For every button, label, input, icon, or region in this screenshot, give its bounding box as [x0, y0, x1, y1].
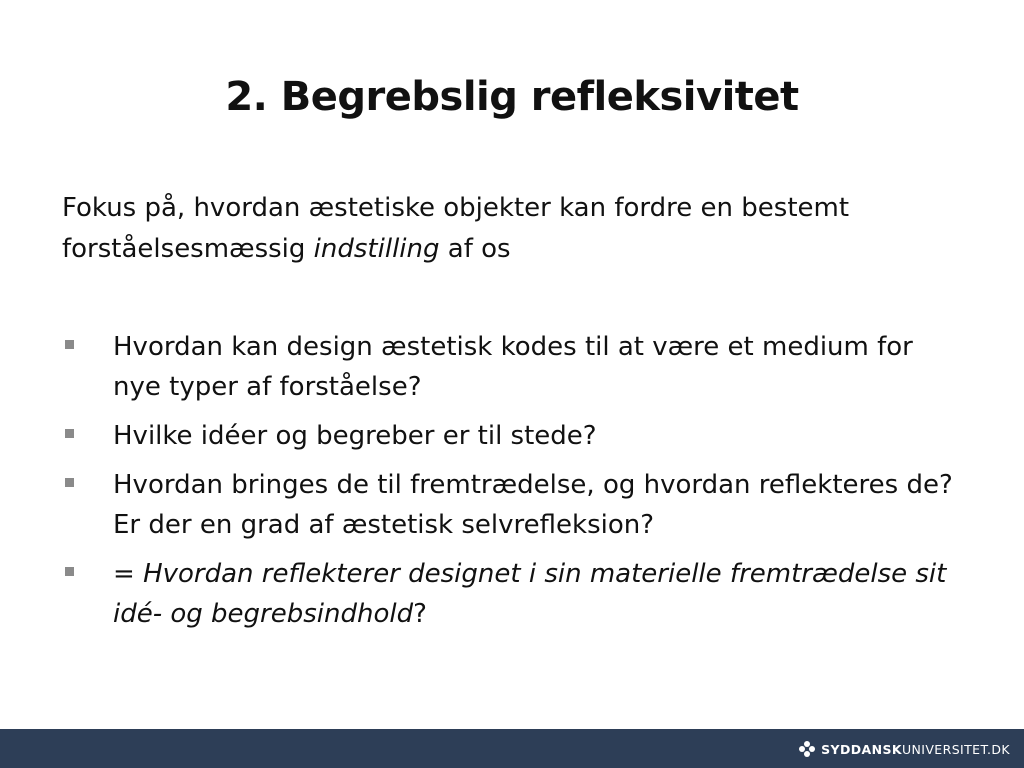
bullet-text: Hvilke idéer og begreber er til stede? — [113, 421, 597, 451]
bullet-suffix: ? — [413, 599, 427, 629]
bullet-list — [62, 327, 962, 643]
logo-text-bold: SYDDANSK — [821, 741, 902, 757]
bullet-prefix: = — [113, 559, 144, 589]
square-bullet-icon — [65, 429, 74, 438]
bullet-text: Hvordan bringes de til fremtrædelse, og hvordan reflekteres de? Er der en grad af æstetisk selvrefleksion? — [113, 470, 953, 540]
intro-text: Fokus på, hvordan æstetiske objekter kan fordre en bestemt forståelsesmæssig — [62, 193, 850, 264]
intro-emphasis: indstilling — [313, 234, 440, 264]
slide-title: 2. Begrebslig refleksivitet — [225, 74, 799, 120]
bullet-text: Hvordan kan design æstetisk kodes til at være et medium for nye typer af forståelse? — [113, 332, 913, 402]
intro-text-end: af os — [439, 234, 511, 264]
square-bullet-icon — [65, 478, 74, 487]
footer-bar — [0, 729, 1024, 768]
bullet-item — [62, 416, 962, 456]
intro-paragraph — [62, 188, 962, 270]
square-bullet-icon — [65, 567, 74, 576]
bullet-item — [62, 554, 962, 634]
bullet-item — [62, 327, 962, 407]
bullet-emphasis: Hvordan reflekterer designet i sin materielle fremtrædelse sit idé- og begrebsindhold — [113, 559, 947, 629]
sdu-logo-icon — [798, 740, 816, 758]
square-bullet-icon — [65, 340, 74, 349]
bullet-item — [62, 465, 962, 545]
university-logo[interactable] — [798, 738, 1010, 760]
logo-text — [821, 742, 1010, 757]
logo-text-rest: UNIVERSITET.DK — [901, 741, 1010, 757]
